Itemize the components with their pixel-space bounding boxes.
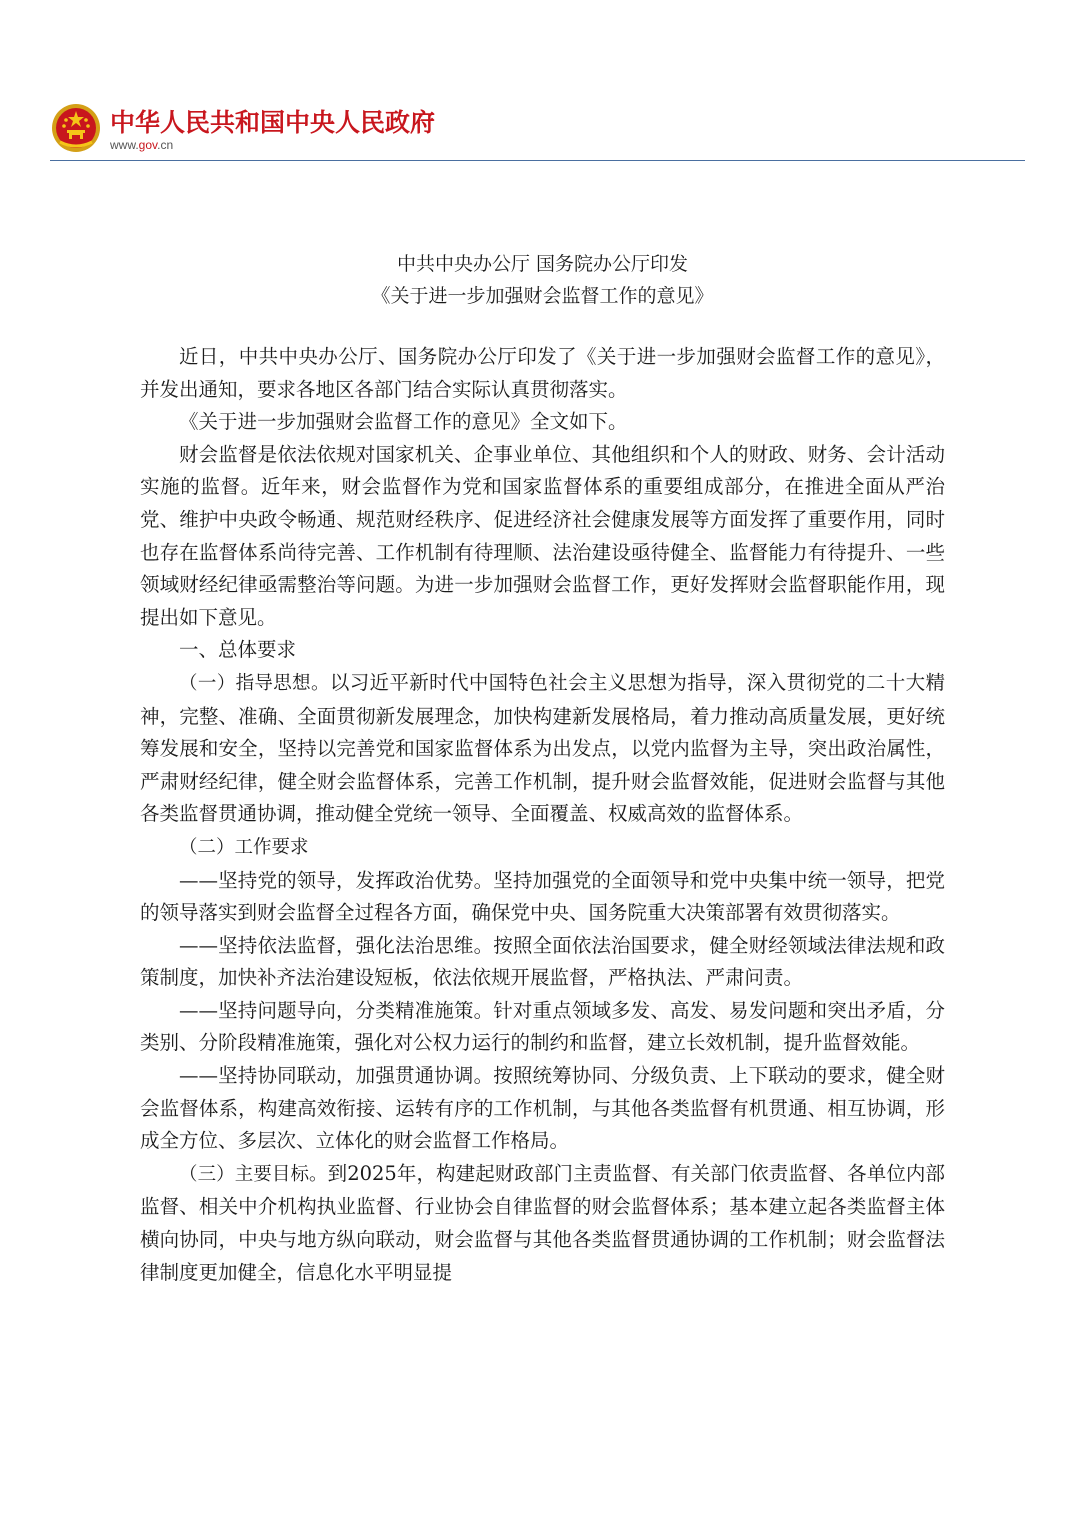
subsection-heading bbox=[140, 831, 945, 865]
section-heading: 一、总体要求 bbox=[179, 638, 297, 662]
national-emblem-icon bbox=[50, 102, 102, 154]
paragraph bbox=[140, 1158, 945, 1289]
paragraph-body: 到2025年，构建起财政部门主责监督、有关部门依责监督、各单位内部监督、相关中介机构执业监督、行业协会自律监督的财会监督体系；基本建立起各类监督主体横向协同，中央与地方纵向联动，财会监督与其他各类监督贯通协调的工作机制；财会监督法律制度更加健全，信息化水平明显提 bbox=[140, 1161, 945, 1284]
subsection-heading-text: （二）工作要求 bbox=[179, 836, 309, 858]
site-header bbox=[50, 98, 1025, 160]
paragraph: ——坚持依法监督，强化法治思维。按照全面依法治国要求，健全财经领域法律法规和政策制度，加快补齐法治建设短板，依法依规开展监督，严格执法、严肃问责。 bbox=[140, 933, 945, 990]
paragraph: ——坚持党的领导，发挥政治优势。坚持加强党的全面领导和党中央集中统一领导，把党的领导落实到财会监督全过程各方面，确保党中央、国务院重大决策部署有效贯彻落实。 bbox=[140, 868, 945, 925]
paragraph-body: 以习近平新时代中国特色社会主义思想为指导，深入贯彻党的二十大精神，完整、准确、全面贯彻新发展理念，加快构建新发展格局，着力推动高质量发展，更好统筹发展和安全，坚持以完善党和国家监督体系为出发点，以党内监督为主导，突出政治属性，严肃财经纪律，健全财会监督体系，完善工作机制，提升财会监督效能，促进财会监督与其他各类监督贯通协调，推动健全党统一领导、全面覆盖、权威高效的监督体系。 bbox=[140, 670, 945, 826]
header-divider bbox=[50, 160, 1025, 161]
site-title[interactable]: 中华人民共和国中央人民政府 bbox=[110, 108, 436, 137]
url-suffix: .cn bbox=[157, 138, 174, 152]
paragraph: ——坚持问题导向，分类精准施策。针对重点领域多发、高发、易发问题和突出矛盾，分类别、分阶段精准施策，强化对公权力运行的制约和监督，建立长效机制，提升监督效能。 bbox=[140, 998, 945, 1055]
document-title-line1: 中共中央办公厅 国务院办公厅印发 bbox=[396, 253, 689, 275]
paragraph: ——坚持协同联动，加强贯通协调。按照统筹协同、分级负责、上下联动的要求，健全财会监督体系，构建高效衔接、运转有序的工作机制，与其他各类监督有机贯通、相互协调，形成全方位、多层次、立体化的财会监督工作格局。 bbox=[140, 1064, 945, 1153]
site-url[interactable] bbox=[110, 138, 173, 152]
paragraph-lead: （一）指导思想。 bbox=[179, 672, 330, 694]
paragraph: 近日，中共中央办公厅、国务院办公厅印发了《关于进一步加强财会监督工作的意见》，并发出通知，要求各地区各部门结合实际认真贯彻落实。 bbox=[140, 345, 945, 401]
paragraph bbox=[140, 667, 945, 831]
document-title-line2: 《关于进一步加强财会监督工作的意见》 bbox=[371, 285, 714, 307]
paragraph: 《关于进一步加强财会监督工作的意见》全文如下。 bbox=[179, 410, 628, 434]
document-body bbox=[140, 341, 945, 1289]
paragraph-lead: （三）主要目标。 bbox=[179, 1163, 328, 1185]
url-gov: gov bbox=[138, 138, 158, 152]
url-prefix: www. bbox=[110, 138, 139, 152]
paragraph: 财会监督是依法依规对国家机关、企事业单位、其他组织和个人的财政、财务、会计活动实施的监督。近年来，财会监督作为党和国家监督体系的重要组成部分，在推进全面从严治党、维护中央政令畅通、规范财经秩序、促进经济社会健康发展等方面发挥了重要作用，同时也存在监督体系尚待完善、工作机制有待理顺、法治建设亟待健全、监督能力有待提升、一些领域财经纪律亟需整治等问题。为进一步加强财会监督工作，更好发挥财会监督职能作用，现提出如下意见。 bbox=[140, 442, 945, 629]
